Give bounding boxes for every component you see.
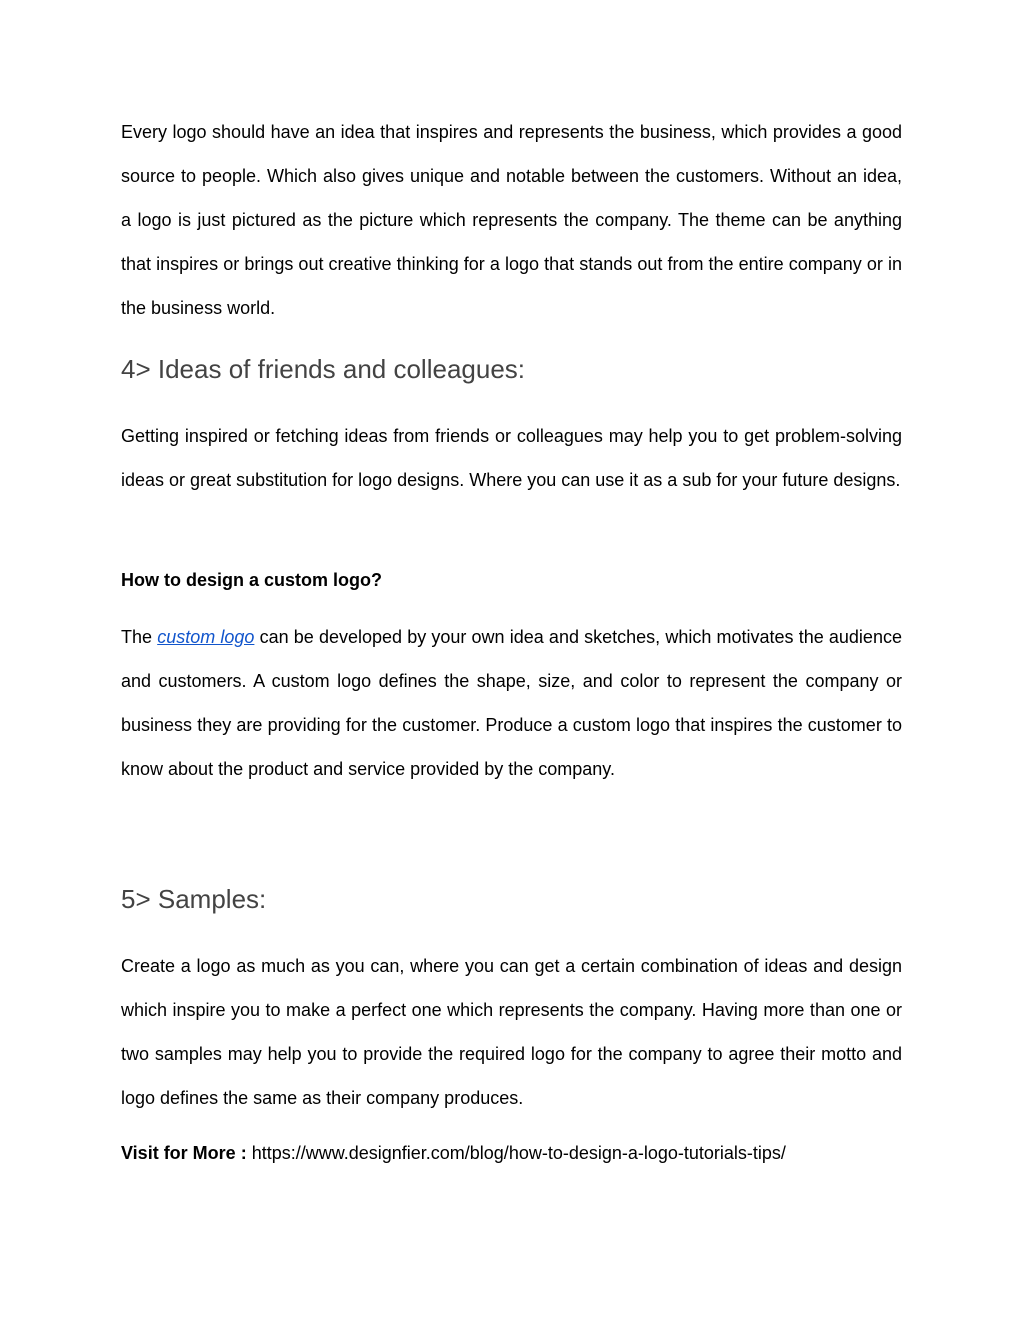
paragraph-friends-colleagues: Getting inspired or fetching ideas from friends or colleagues may help you to get problem-solving ideas or great substitution for logo designs. Where you can use it as a sub for your future designs.	[121, 426, 902, 490]
subheading-custom-logo: How to design a custom logo?	[121, 570, 382, 590]
paragraph-custom-logo	[121, 615, 902, 791]
paragraph-custom-logo-lead: The	[121, 627, 158, 647]
heading-samples: 5> Samples:	[121, 884, 267, 914]
custom-logo-link[interactable]: custom logo	[157, 627, 255, 647]
heading-ideas-friends-colleagues: 4> Ideas of friends and colleagues:	[121, 354, 526, 384]
paragraph-samples: Create a logo as much as you can, where you can get a certain combination of ideas and design which inspire you to make a perfect one which represents the company. Having more than one or two samples may help you to provide the required logo for the company to agree their motto and logo defines the same as their company produces.	[121, 956, 902, 1108]
visit-url[interactable]: https://www.designfier.com/blog/how-to-design-a-logo-tutorials-tips/	[246, 1143, 786, 1163]
visit-label: Visit for More :	[121, 1143, 247, 1163]
paragraph-logo-idea: Every logo should have an idea that inspires and represents the business, which provides a good source to people. Which also gives unique and notable between the customers. Without an idea, a logo is just pictured as the picture which represents the company. The theme can be anything that inspires or brings out creative thinking for a logo that stands out from the entire company or in the business world.	[121, 122, 902, 318]
visit-for-more	[121, 1141, 786, 1165]
paragraph-custom-logo-body: can be developed by your own idea and sketches, which motivates the audience and customers. A custom logo defines the shape, size, and color to represent the company or business they are providing for the customer. Produce a custom logo that inspires the customer to know about the product and service provided by the company.	[121, 627, 902, 779]
